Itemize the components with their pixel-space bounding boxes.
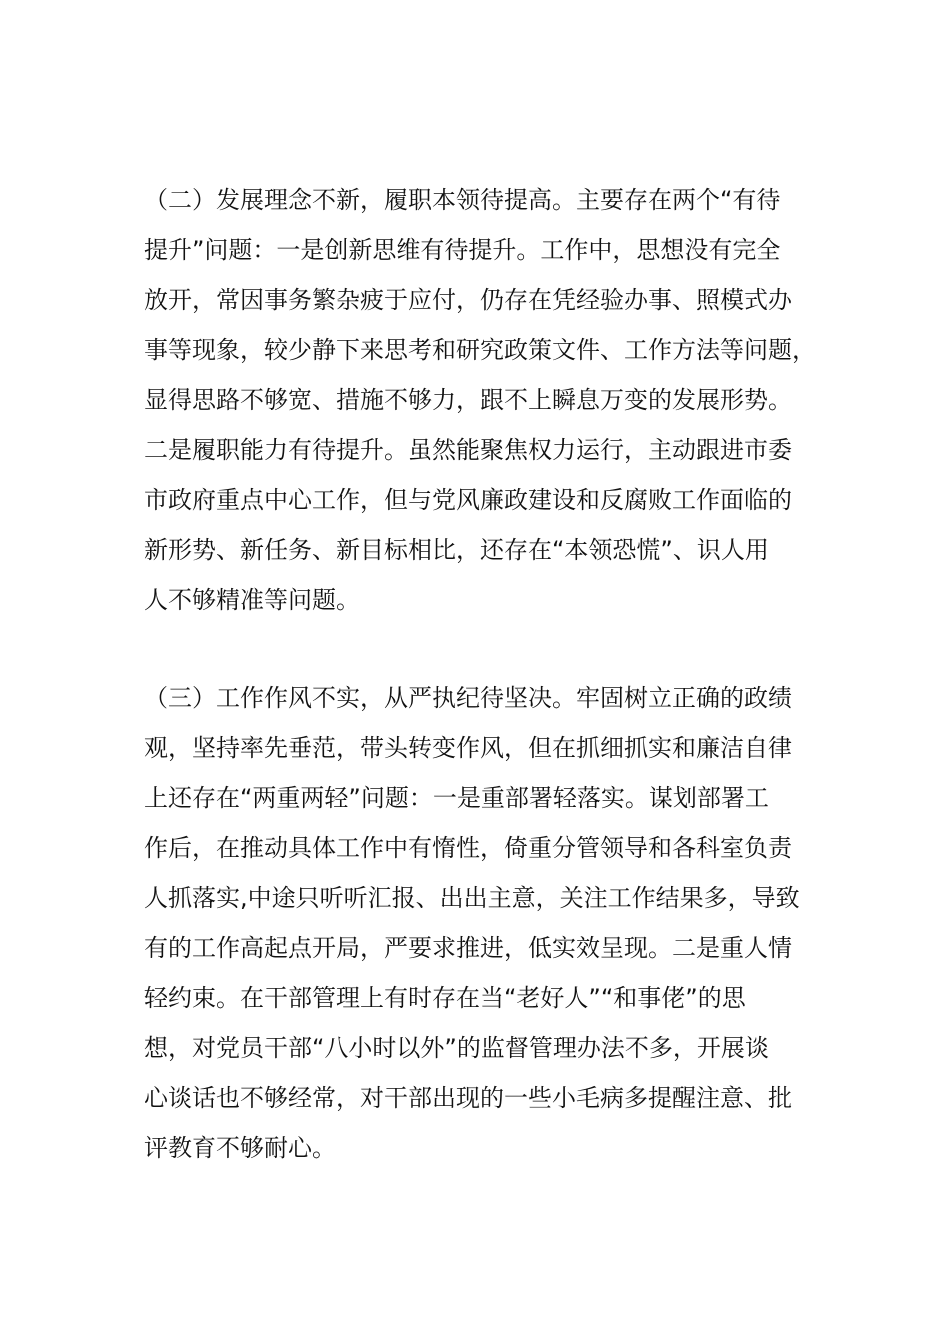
paragraph-section-three bbox=[144, 673, 824, 1173]
paragraph-line: 上还存在“两重两轻”问题：一是重部署轻落实。谋划部署工 bbox=[144, 784, 769, 812]
paragraph-line: 有的工作高起点开局，严要求推进，低实效呈现。二是重人情 bbox=[144, 934, 792, 962]
paragraph-section-two bbox=[144, 175, 824, 625]
paragraph-line: 人抓落实,中途只听听汇报、出出主意，关注工作结果多，导致 bbox=[144, 884, 800, 912]
paragraph-line: 心谈话也不够经常，对干部出现的一些小毛病多提醒注意、批 bbox=[144, 1084, 792, 1112]
paragraph-line: （二）发展理念不新，履职本领待提高。主要存在两个“有待 bbox=[144, 186, 781, 214]
paragraph-line: 想，对党员干部“八小时以外”的监督管理办法不多，开展谈 bbox=[144, 1034, 769, 1062]
paragraph-line: 放开，常因事务繁杂疲于应付，仍存在凭经验办事、照模式办 bbox=[144, 286, 792, 314]
paragraph-line: 市政府重点中心工作，但与党风廉政建设和反腐败工作面临的 bbox=[144, 486, 792, 514]
paragraph-line: 评教育不够耐心。 bbox=[144, 1134, 336, 1162]
paragraph-line: 人不够精准等问题。 bbox=[144, 586, 360, 614]
paragraph-line: 新形势、新任务、新目标相比，还存在“本领恐慌”、识人用 bbox=[144, 536, 769, 564]
paragraph-line: 观，坚持率先垂范，带头转变作风，但在抓细抓实和廉洁自律 bbox=[144, 734, 792, 762]
paragraph-line: 事等现象，较少静下来思考和研究政策文件、工作方法等问题， bbox=[144, 336, 816, 364]
paragraph-line: 显得思路不够宽、措施不够力，跟不上瞬息万变的发展形势。 bbox=[144, 386, 792, 414]
paragraph-line: 二是履职能力有待提升。虽然能聚焦权力运行，主动跟进市委 bbox=[144, 436, 792, 464]
paragraph-line: （三）工作作风不实，从严执纪待坚决。牢固树立正确的政绩 bbox=[144, 684, 792, 712]
paragraph-line: 提升”问题：一是创新思维有待提升。工作中，思想没有完全 bbox=[144, 236, 781, 264]
paragraph-line: 轻约束。在干部管理上有时存在当“老好人”“和事佬”的思 bbox=[144, 984, 746, 1012]
paragraph-line: 作后，在推动具体工作中有惰性，倚重分管领导和各科室负责 bbox=[144, 834, 792, 862]
